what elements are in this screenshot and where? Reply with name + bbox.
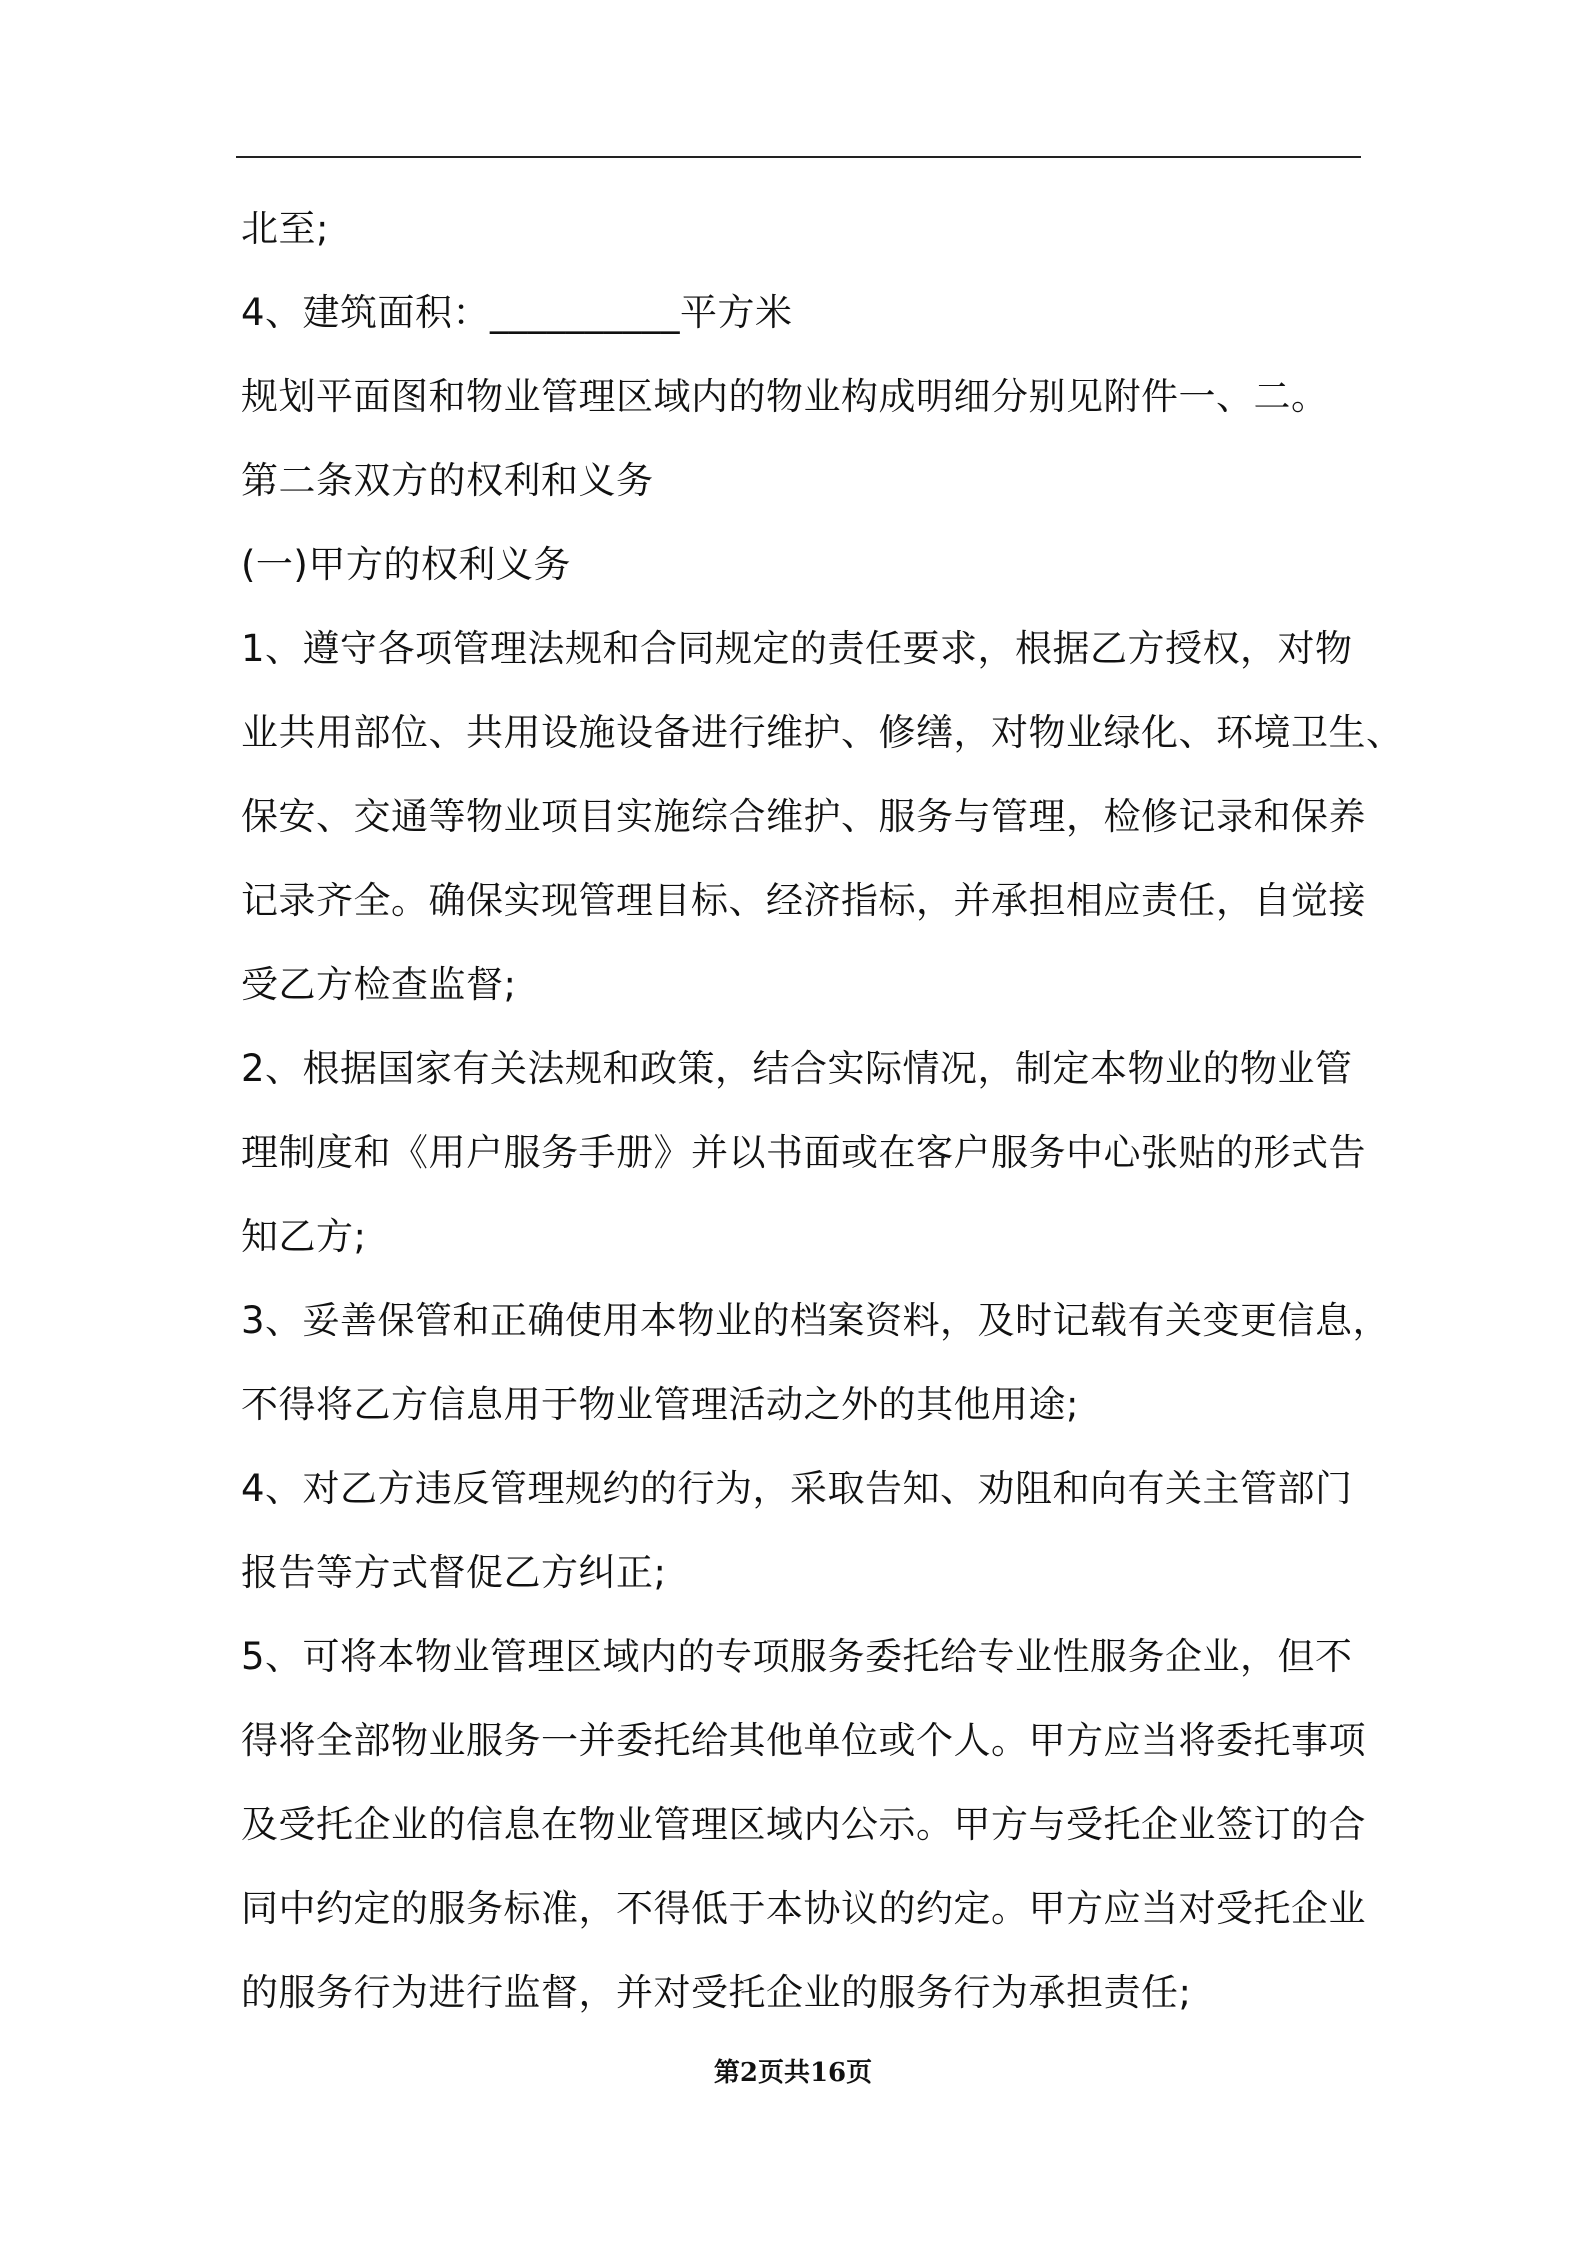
text-line: 保安、交通等物业项目实施综合维护、服务与管理，检修记录和保养 <box>241 795 1366 838</box>
page-number: 第2页共16页 <box>713 2058 873 2088</box>
text-line: 受乙方检查监督; <box>241 963 517 1006</box>
text-line: 规划平面图和物业管理区域内的物业构成明细分别见附件一、二。 <box>241 375 1329 418</box>
text-line: 不得将乙方信息用于物业管理活动之外的其他用途; <box>241 1383 1079 1426</box>
text-line: 报告等方式督促乙方纠正; <box>241 1551 667 1594</box>
section-heading: 第二条双方的权利和义务 <box>241 459 654 502</box>
document-body <box>241 187 1404 2035</box>
header-rule <box>236 156 1361 158</box>
text-line: 3、妥善保管和正确使用本物业的档案资料，及时记载有关变更信息， <box>241 1299 1391 1342</box>
text-line: 及受托企业的信息在物业管理区域内公示。甲方与受托企业签订的合 <box>241 1803 1366 1846</box>
text-line: 的服务行为进行监督，并对受托企业的服务行为承担责任; <box>241 1971 1192 2014</box>
text-line: 1、遵守各项管理法规和合同规定的责任要求，根据乙方授权，对物 <box>241 627 1353 670</box>
text-line: 理制度和《用户服务手册》并以书面或在客户服务中心张贴的形式告 <box>241 1131 1366 1174</box>
text-line: 记录齐全。确保实现管理目标、经济指标，并承担相应责任，自觉接 <box>241 879 1366 922</box>
text-line: 得将全部物业服务一并委托给其他单位或个人。甲方应当将委托事项 <box>241 1719 1366 1762</box>
text-line: 北至; <box>241 207 329 250</box>
text-line: 2、根据国家有关法规和政策，结合实际情况，制定本物业的物业管 <box>241 1047 1353 1090</box>
text-line: 4、对乙方违反管理规约的行为，采取告知、劝阻和向有关主管部门 <box>241 1467 1353 1510</box>
text-line: 同中约定的服务标准，不得低于本协议的约定。甲方应当对受托企业 <box>241 1887 1366 1930</box>
text-line: 5、可将本物业管理区域内的专项服务委托给专业性服务企业，但不 <box>241 1635 1353 1678</box>
subsection-heading: (一)甲方的权利义务 <box>241 543 571 586</box>
text-line: 4、建筑面积：__________平方米 <box>241 291 793 334</box>
text-line: 业共用部位、共用设施设备进行维护、修缮，对物业绿化、环境卫生、 <box>241 711 1404 754</box>
text-line: 知乙方; <box>241 1215 367 1258</box>
